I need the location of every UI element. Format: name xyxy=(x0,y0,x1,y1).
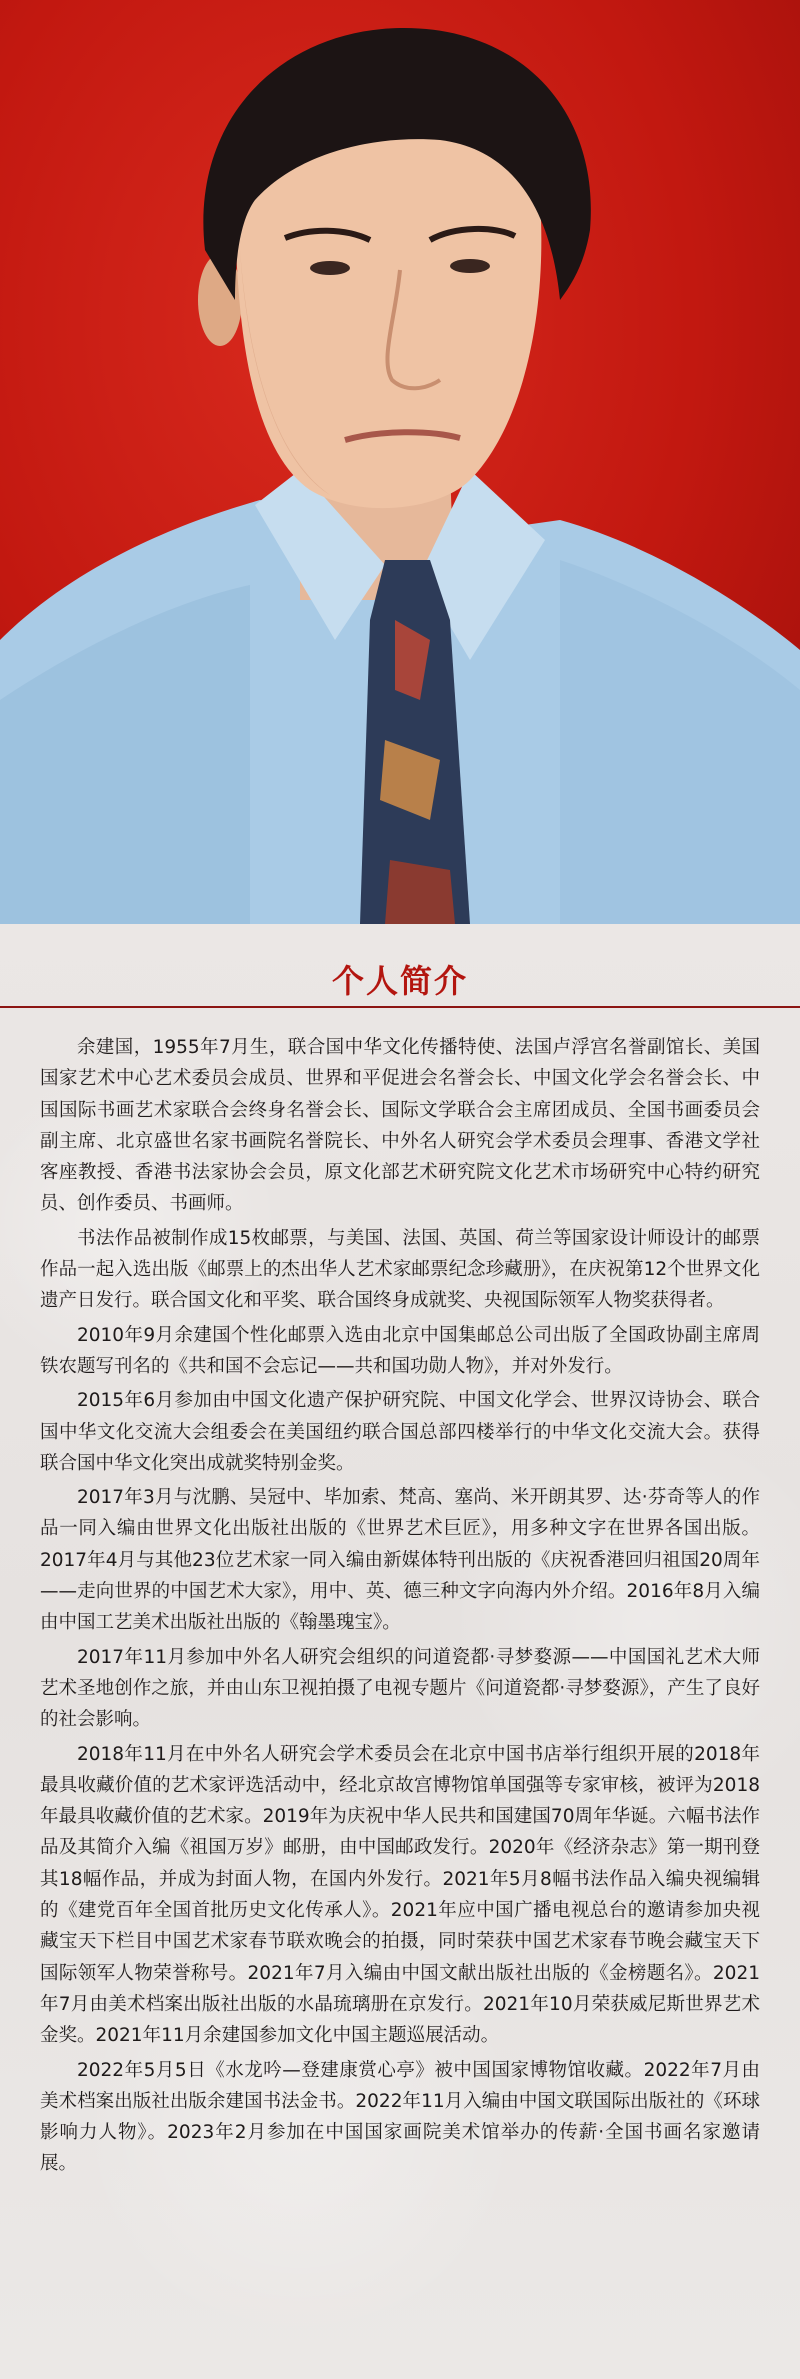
bio-paragraph: 2022年5月5日《水龙吟—登建康赏心亭》被中国国家博物馆收藏。2022年7月由美术档案出版社出版余建国书法金书。2022年11月入编由中国文联国际出版社的《环球影响力人物》。2023年2月参加在中国国家画院美术馆举办的传薪·全国书画名家邀请展。 xyxy=(40,2059,760,2175)
bio-paragraph: 2017年3月与沈鹏、吴冠中、毕加索、梵高、塞尚、米开朗其罗、达·芬奇等人的作品一同入编由世界文化出版社出版的《世界艺术巨匠》，用多种文字在世界各国出版。2017年4月与其他23位艺术家一同入编由新媒体特刊出版的《庆祝香港回归祖国20周年——走向世界的中国艺术大家》，用中、英、德三种文字向海内外介绍。2016年8月入编由中国工艺美术出版社出版的《翰墨瑰宝》。 xyxy=(40,1487,760,1634)
bio-paragraph: 2015年6月参加由中国文化遗产保护研究院、中国文化学会、世界汉诗协会、联合国中华文化交流大会组委会在美国纽约联合国总部四楼举行的中华文化交流大会。获得联合国中华文化突出成就奖特别金奖。 xyxy=(40,1390,760,1474)
bio-paragraph: 余建国，1955年7月生，联合国中华文化传播特使、法国卢浮宫名誉副馆长、美国国家艺术中心艺术委员会成员、世界和平促进会名誉会长、中国文化学会名誉会长、中国国际书画艺术家联合会终身名誉会长、国际文学联合会主席团成员、全国书画委员会副主席、北京盛世名家书画院名誉院长、中外名人研究会学术委员会理事、香港文学社客座教授、香港书法家协会会员，原文化部艺术研究院文化艺术市场研究中心特约研究员、创作委员、书画师。 xyxy=(40,1037,760,1215)
portrait-photo xyxy=(0,0,800,924)
bio-paragraph: 2017年11月参加中外名人研究会组织的问道瓷都·寻梦婺源——中国国礼艺术大师艺术圣地创作之旅，并由山东卫视拍摄了电视专题片《问道瓷都·寻梦婺源》，产生了良好的社会影响。 xyxy=(40,1646,760,1731)
bio-paragraph: 2010年9月余建国个性化邮票入选由北京中国集邮总公司出版了全国政协副主席周铁农题写刊名的《共和国不会忘记——共和国功勋人物》，并对外发行。 xyxy=(40,1324,760,1377)
biography-text xyxy=(40,1032,760,2183)
bio-paragraph: 书法作品被制作成15枚邮票，与美国、法国、英国、荷兰等国家设计师设计的邮票作品一起入选出版《邮票上的杰出华人艺术家邮票纪念珍藏册》，在庆祝第12个世界文化遗产日发行。联合国文化和平奖、联合国终身成就奖、央视国际领军人物奖获得者。 xyxy=(40,1227,760,1312)
bio-paragraph: 2018年11月在中外名人研究会学术委员会在北京中国书店举行组织开展的2018年最具收藏价值的艺术家评选活动中，经北京故宫博物馆单国强等专家审核，被评为2018年最具收藏价值的艺术家。2019年为庆祝中华人民共和国建国70周年华诞。六幅书法作品及其简介入编《祖国万岁》邮册，由中国邮政发行。2020年《经济杂志》第一期刊登其18幅作品，并成为封面人物，在国内外发行。2021年5月8幅书法作品入编央视编辑的《建党百年全国首批历史文化传承人》。2021年应中国广播电视总台的邀请参加央视藏宝天下栏目中国艺术家春节联欢晚会的拍摄，同时荣获中国艺术家春节晚会藏宝天下国际领军人物荣誉称号。2021年7月入编由中国文献出版社出版的《金榜题名》。2021年7月由美术档案出版社出版的水晶琉璃册在京发行。2021年10月荣获威尼斯世界艺术金奖。2021年11月余建国参加文化中国主题巡展活动。 xyxy=(40,1743,760,2047)
title-divider xyxy=(0,1006,800,1008)
section-title: 个人简介 xyxy=(331,962,468,1000)
biography-panel xyxy=(0,924,800,2379)
portrait-illustration xyxy=(0,0,800,924)
